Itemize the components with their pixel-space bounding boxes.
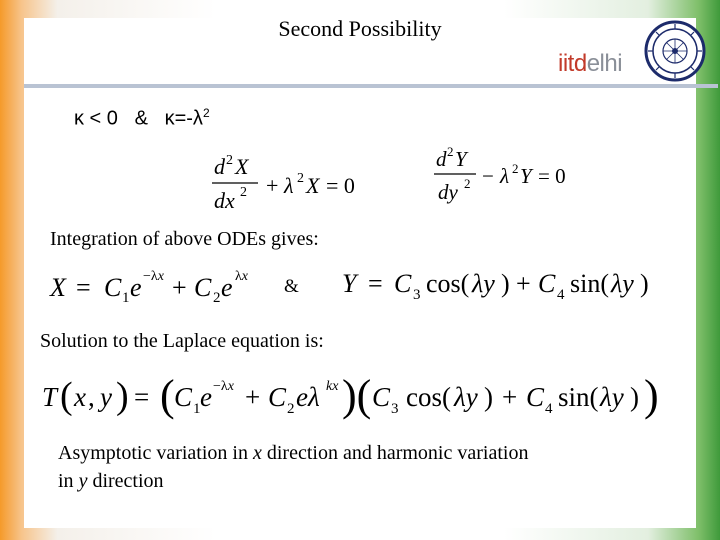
- svg-text:+: +: [172, 273, 187, 302]
- svg-text:C: C: [194, 273, 212, 302]
- svg-text:)(: )(: [342, 371, 372, 420]
- t-solution-equation: [40, 366, 690, 422]
- svg-text:): ): [640, 269, 649, 298]
- note-line-2: in y direction: [58, 470, 164, 492]
- svg-text:): ): [116, 375, 129, 417]
- svg-text:(: (: [60, 375, 73, 417]
- svg-text:d: d: [436, 147, 447, 171]
- svg-text:Y: Y: [455, 147, 467, 171]
- svg-text:λ: λ: [500, 164, 510, 188]
- y-solution-equation: [340, 262, 692, 308]
- svg-text:C: C: [538, 269, 556, 298]
- svg-text:λy: λy: [472, 269, 495, 298]
- svg-text:= 0: = 0: [538, 164, 566, 188]
- ampersand: &: [284, 276, 299, 297]
- svg-text:): ): [644, 371, 659, 420]
- svg-text:x: x: [74, 382, 86, 412]
- svg-text:λy: λy: [611, 269, 634, 298]
- svg-text:2: 2: [447, 144, 454, 159]
- svg-text:1: 1: [193, 401, 201, 417]
- svg-text:2: 2: [287, 401, 295, 417]
- svg-text:= 0: = 0: [326, 173, 355, 198]
- condition-text: κ < 0 & $\kappa=-\lambda^2$: [74, 106, 210, 130]
- svg-text:d: d: [214, 154, 225, 179]
- svg-text:(: (: [160, 371, 175, 420]
- svg-text:+: +: [502, 382, 518, 412]
- svg-text:−λx: −λx: [213, 379, 234, 394]
- svg-text:dx: dx: [214, 188, 235, 213]
- svg-text:+: +: [245, 382, 261, 412]
- svg-text:2: 2: [464, 176, 471, 191]
- svg-text:+: +: [516, 269, 531, 298]
- svg-text:C: C: [174, 382, 193, 412]
- note-line-1: Asymptotic variation in x direction and harmonic variation: [58, 442, 529, 464]
- ode-x-equation: [210, 148, 380, 216]
- svg-text:λy: λy: [454, 382, 478, 412]
- svg-text:2: 2: [226, 153, 233, 168]
- slide-title: Second Possibility: [278, 16, 442, 41]
- iit-delhi-seal-icon: [644, 20, 706, 82]
- svg-text:2: 2: [240, 185, 247, 200]
- svg-text:X: X: [50, 273, 66, 302]
- svg-text:−λx: −λx: [143, 269, 164, 284]
- svg-text:Y: Y: [520, 164, 532, 188]
- svg-text:e: e: [200, 382, 212, 412]
- svg-text:λ: λ: [284, 173, 294, 198]
- svg-text:=: =: [368, 269, 383, 298]
- svg-text:T: T: [42, 382, 58, 412]
- svg-text:2: 2: [512, 161, 519, 176]
- svg-text:C: C: [268, 382, 287, 412]
- svg-text:C: C: [394, 269, 412, 298]
- svg-text:C: C: [104, 273, 122, 302]
- svg-text:+: +: [266, 173, 279, 198]
- svg-text:2: 2: [213, 290, 221, 306]
- svg-text:dy: dy: [438, 180, 458, 204]
- svg-text:sin(: sin(: [570, 269, 609, 298]
- svg-text:): ): [501, 269, 510, 298]
- iit-delhi-logo-text: iitdelhi: [558, 50, 623, 77]
- svg-text:X: X: [306, 173, 320, 198]
- svg-text:3: 3: [391, 401, 399, 417]
- svg-text:): ): [630, 382, 639, 412]
- svg-text:sin(: sin(: [558, 382, 599, 412]
- svg-text:C: C: [372, 382, 391, 412]
- svg-text:eλ: eλ: [296, 382, 320, 412]
- svg-text:1: 1: [122, 290, 130, 306]
- svg-text:C: C: [526, 382, 545, 412]
- svg-text:4: 4: [557, 287, 565, 303]
- svg-text:X: X: [235, 154, 249, 179]
- svg-text:3: 3: [413, 287, 421, 303]
- svg-text:,: ,: [88, 382, 95, 412]
- svg-text:cos(: cos(: [426, 269, 470, 298]
- ode-y-equation: [432, 142, 582, 208]
- svg-text:=: =: [76, 273, 91, 302]
- x-solution-equation: [48, 262, 288, 308]
- svg-text:cos(: cos(: [406, 382, 451, 412]
- svg-text:Y: Y: [342, 269, 357, 298]
- svg-text:e: e: [221, 273, 233, 302]
- svg-text:−: −: [482, 164, 494, 188]
- title-divider: [24, 84, 718, 88]
- svg-text:kx: kx: [326, 379, 339, 394]
- integration-label: Integration of above ODEs gives:: [50, 228, 319, 250]
- svg-text:λx: λx: [235, 269, 249, 284]
- svg-text:λy: λy: [600, 382, 624, 412]
- svg-text:e: e: [130, 273, 142, 302]
- svg-text:y: y: [100, 382, 112, 412]
- svg-text:2: 2: [297, 171, 304, 186]
- solution-label: Solution to the Laplace equation is:: [40, 330, 324, 352]
- svg-text:=: =: [134, 382, 150, 412]
- svg-text:): ): [484, 382, 493, 412]
- svg-text:4: 4: [545, 401, 553, 417]
